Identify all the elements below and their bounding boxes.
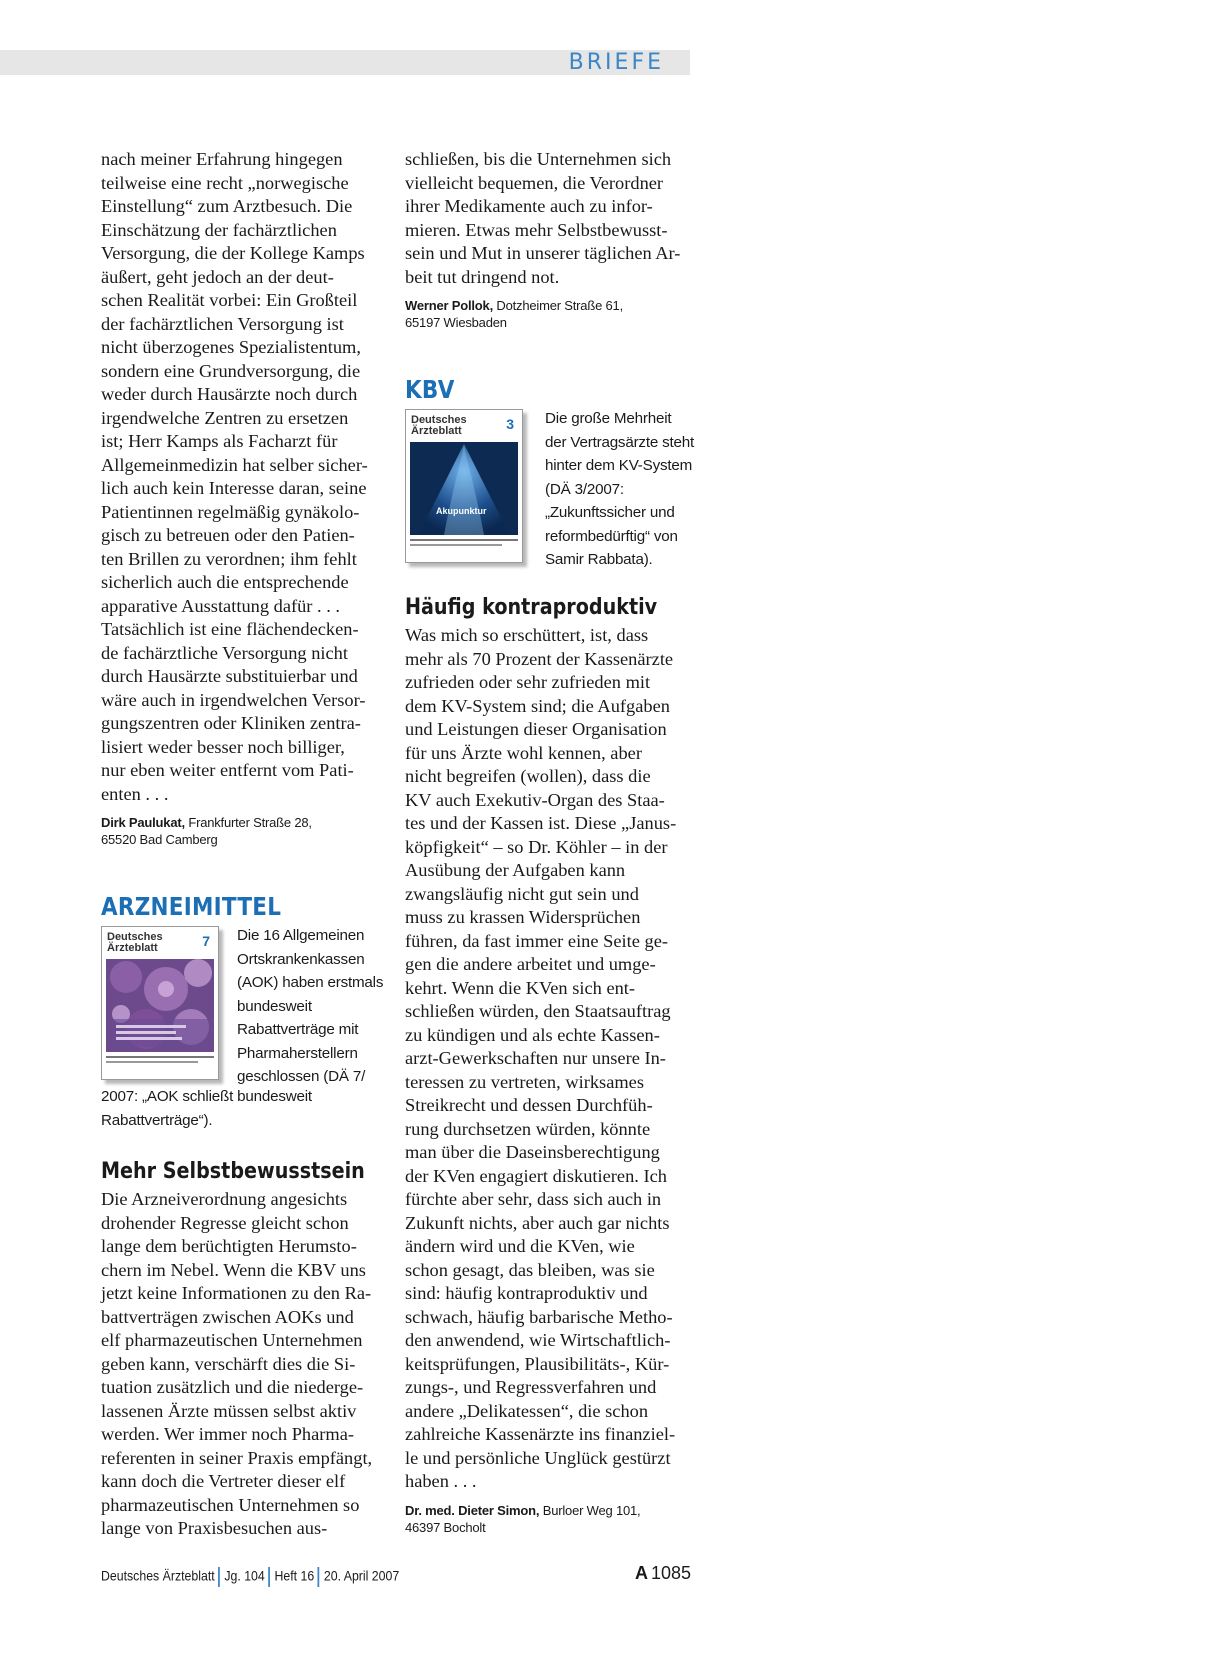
continued-letter-text: schließen, bis die Unternehmen sich vielleicht bequemen, die Verordner ihrer Medikamente auch zu infor- mieren. Etwas mehr Selbstbewusst- sein und Mut in unserer täglichen Ar- beit tut dringend not.	[405, 149, 681, 287]
article-reference-box	[405, 407, 697, 568]
right-column	[405, 148, 697, 1536]
letter-headline: Häufig kontraproduktiv	[405, 595, 658, 620]
letter-text: Die Arzneiverordnung angesichts drohender Regresse gleicht schon lange dem berüchtigten Herumsto- chern im Nebel. Wenn die KBV uns jetzt keine Informationen zu den Ra- battverträgen zwischen AOKs und elf pharmazeutischen Unternehmen geben kann, verschärft dies die Si- tuation zusätzlich und die niederge- lassenen Ärzte müssen selbst aktiv werden. Wer immer noch Pharma- referenten in seiner Praxis empfängt, kann doch die Vertreter dieser elf pharmazeutischen Unternehmen so lange von Praxisbesuchen aus-	[101, 1189, 373, 1538]
signature-address-line2: 65197 Wiesbaden	[405, 315, 507, 330]
cover-masthead: Deutsches Ärzteblatt	[107, 931, 163, 954]
signature-address-line1: Burloer Weg 101,	[542, 1502, 641, 1518]
article-reference-box	[101, 924, 393, 1085]
signature-name: Werner Pollok,	[405, 298, 493, 313]
footer-separator	[318, 1567, 320, 1587]
signature-address-line1: Frankfurter Straße 28,	[188, 815, 312, 830]
header-bar	[0, 50, 690, 75]
page-number-value: 1085	[650, 1563, 691, 1583]
footer-date: 20. April 2007	[323, 1567, 400, 1584]
section-title-kbv: KBV	[405, 375, 455, 404]
footer-issue: Heft 16	[274, 1567, 315, 1584]
article-reference-intro: Die 16 Allgemeinen Ortskrankenkassen (AOK) haben erstmals bundesweit Rabattverträge mit Pharmaherstellern geschlossen (DÄ 7/	[237, 927, 384, 1085]
cover-caption: Akupunktur	[436, 506, 487, 516]
left-column	[101, 148, 393, 1541]
letter-text: Was mich so erschüttert, ist, dass mehr als 70 Prozent der Kassenärzte zufrieden oder sehr zufrieden mit dem KV-System sind; die Aufgaben und Leistungen dieser Organisation für uns Ärzte wohl kennen, aber nicht begreifen (wollen), dass die KV auch Exekutiv-Organ des Staa- tes und der Kassen ist. Diese „Janus- köpfigkeit“ – so Dr. Köhler – in der Ausübung der Aufgaben kann zwangsläufig nicht gut sein und muss zu krassen Widersprüchen führen, da fast immer eine Seite ge- gen die andere arbeitet und umge- kehrt. Wenn die KVen sich ent- schließen würden, den Staatsauftrag zu kündigen und als echte Kassen- arzt-Gewerkschaften nur unsere In- teressen zu vertreten, wirksames Streikrecht und dessen Durchfüh- rung durchsetzen würden, könnte man über die Daseinsberechtigung der KVen engagiert diskutieren. Ich fürchte aber sehr, dass sich auch in Zukunft nichts, aber auch gar nichts ändern wird und die KVen, wie schon gesagt, das bleiben, was sie sind: häufig kontraproduktiv und schwach, häufig barbarische Metho- den anwendend, wie Wirtschaftlich- keitsprüfungen, Plausibilitäts-, Kür- zungs-, und Regressverfahren und andere „Delikatessen“, die schon zahlreiche Kassenärzte ins finanziel- le und persönliche Unglück gestürzt haben . . .	[405, 625, 677, 1491]
signature-address-line1: Dotzheimer Straße 61,	[496, 298, 623, 313]
signature-address-line2: 65520 Bad Camberg	[101, 832, 218, 847]
letter-signature	[101, 814, 393, 848]
footer-separator	[218, 1567, 220, 1587]
cover-issue-number: 7	[202, 933, 210, 949]
section-header-title: BRIEFE	[568, 50, 664, 75]
signature-name: Dirk Paulukat,	[101, 815, 185, 830]
footer-citation	[101, 1567, 399, 1587]
section-title-arzneimittel: ARZNEIMITTEL	[101, 892, 282, 921]
footer-separator	[268, 1567, 270, 1587]
cover-masthead: Deutsches Ärzteblatt	[411, 414, 467, 437]
letter-headline: Mehr Selbstbewusstsein	[101, 1159, 365, 1184]
magazine-cover-thumbnail	[101, 926, 219, 1080]
signature-address-line2: 46397 Bocholt	[405, 1519, 486, 1535]
page-number	[635, 1563, 691, 1584]
article-reference-intro: Die große Mehrheit der Vertragsärzte steht hinter dem KV-System (DÄ 3/2007: „Zukunftssicher und reformbedürftig“ von Samir Rabbata).	[545, 410, 695, 568]
continued-letter-text: nach meiner Erfahrung hingegen teilweise eine recht „norwegische Einstellung“ zum Arztbesuch. Die Einschätzung der fachärztlichen Versorgung, die der Kollege Kamps äußert, geht jedoch an der deut- schen Realität vorbei: Ein Großteil der fachärztlichen Versorgung ist nicht überzogenes Spezialistentum, sondern eine Grundversorgung, die weder durch Hausärzte noch durch irgendwelche Zentren zu ersetzen ist; Herr Kamps als Facharzt für Allgemeinmedizin hat selber sicher- lich auch kein Interesse daran, seine Patientinnen regelmäßig gynäkolo- gisch zu betreuen oder den Patien- ten Brillen zu verordnen; ihm fehlt sicherlich auch die entsprechende apparative Ausstattung dafür . . . Tatsächlich ist eine flächendecken- de fachärztliche Versorgung nicht durch Hausärzte substituierbar und wäre auch in irgendwelchen Versor- gungszentren oder Kliniken zentra- lisiert weder besser noch billiger, nur eben weiter entfernt vom Pati- enten . . .	[101, 149, 368, 804]
magazine-cover-thumbnail	[405, 409, 523, 563]
letter-signature	[405, 297, 697, 331]
signature-name: Dr. med. Dieter Simon,	[405, 1502, 540, 1518]
cover-issue-number: 3	[506, 416, 514, 432]
footer-journal: Deutsches Ärzteblatt	[101, 1567, 215, 1584]
cover-image-histology	[106, 959, 214, 1052]
letter-signature	[405, 1502, 697, 1536]
page-prefix: A	[634, 1563, 648, 1583]
article-reference-intro-continued: 2007: „AOK schließt bundesweit Rabattverträge“).	[101, 1088, 312, 1129]
footer-volume: Jg. 104	[224, 1567, 265, 1584]
cover-image-acupuncture	[410, 442, 518, 535]
